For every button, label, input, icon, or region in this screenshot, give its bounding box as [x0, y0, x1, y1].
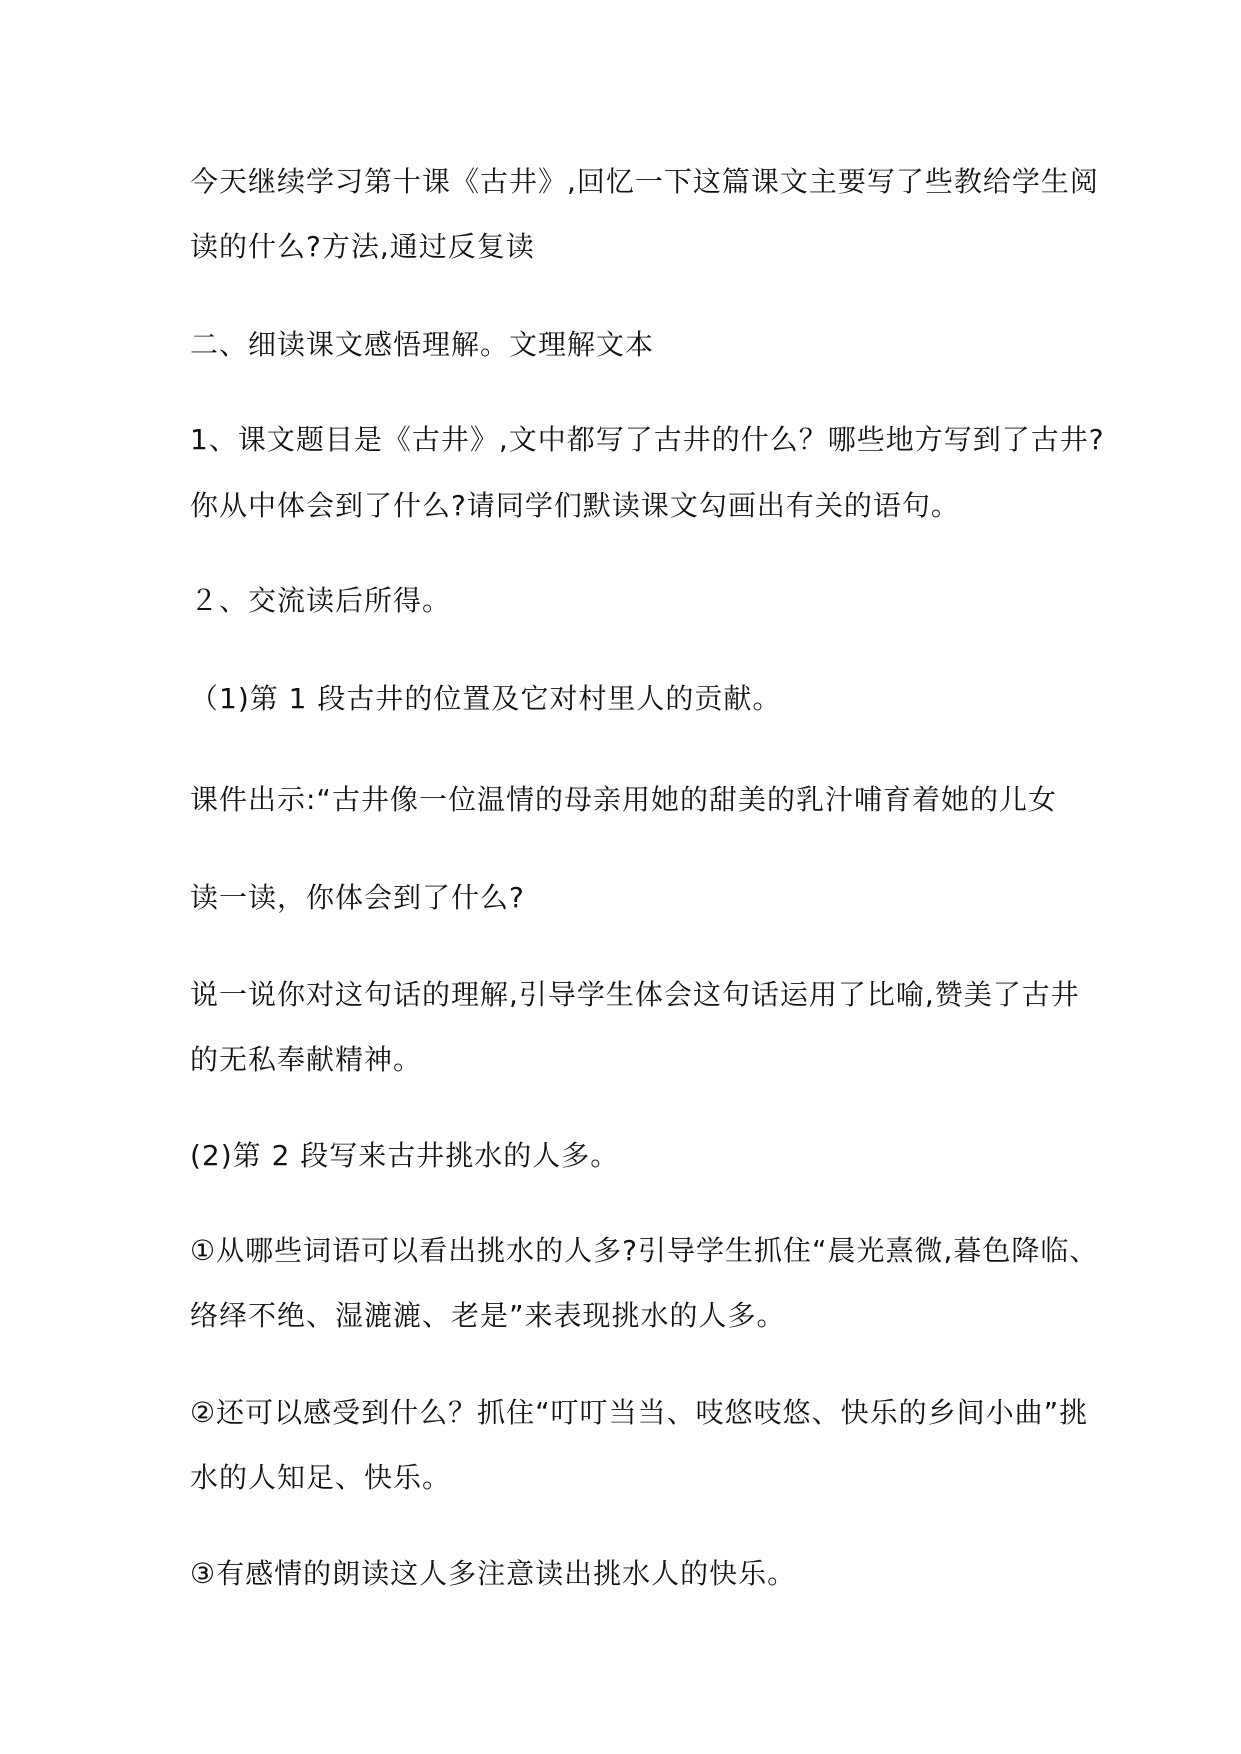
- text-line: (2)第 2 段写来古井挑水的人多。: [190, 1139, 620, 1172]
- section-heading: 二、细读课文感悟理解。文理解文本: [190, 328, 655, 361]
- text-line: （1)第 1 段古井的位置及它对村里人的贡献。: [190, 682, 782, 715]
- text-line: ②还可以感受到什么？抓住“叮叮当当、吱悠吱悠、快乐的乡间小曲”挑: [190, 1396, 1089, 1429]
- text-line: 读的什么?方法,通过反复读: [190, 230, 535, 263]
- text-line: 今天继续学习第十课《古井》,回忆一下这篇课文主要写了些教给学生阅: [190, 165, 1099, 198]
- text-line: 水的人知足、快乐。: [190, 1461, 452, 1494]
- text-line: 读一读，你体会到了什么?: [190, 881, 525, 914]
- text-line: 1、课文题目是《古井》,文中都写了古井的什么？哪些地方写到了古井?: [190, 423, 1105, 456]
- text-line: ２、交流读后所得。: [190, 584, 452, 617]
- text-line: 络绎不绝、湿漉漉、老是”来表现挑水的人多。: [190, 1299, 786, 1332]
- text-line: ③有感情的朗读这人多注意读出挑水人的快乐。: [190, 1557, 797, 1590]
- text-line: 课件出示:“古井像一位温情的母亲用她的甜美的乳汁哺育着她的儿女: [190, 783, 1057, 816]
- text-line: 的无私奉献精神。: [190, 1043, 423, 1076]
- text-line: 说一说你对这句话的理解,引导学生体会这句话运用了比喻,赞美了古井: [190, 978, 1080, 1011]
- text-line: ①从哪些词语可以看出挑水的人多?引导学生抓住“晨光熹微,暮色降临、: [190, 1234, 1099, 1267]
- text-line: 你从中体会到了什么?请同学们默读课文勾画出有关的语句。: [190, 489, 960, 522]
